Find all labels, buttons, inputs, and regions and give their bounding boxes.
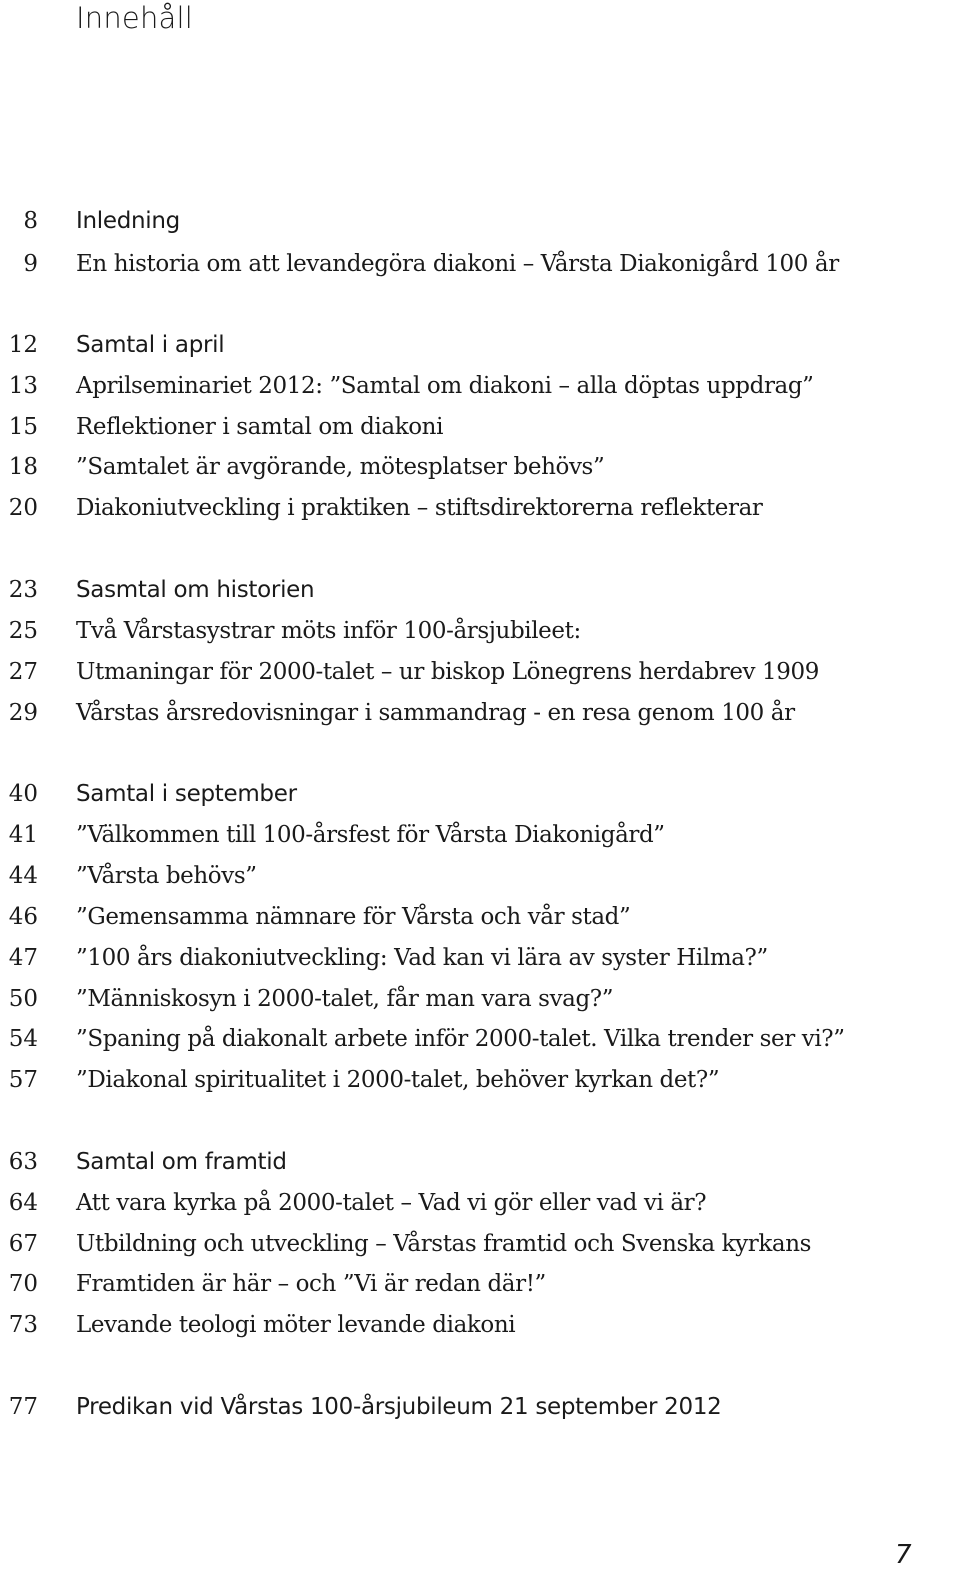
toc-entry-text: ”Vårsta behövs” (76, 863, 257, 889)
toc-page-number: 67 (8, 1231, 38, 1257)
toc-entry (0, 858, 960, 894)
toc-page-number: 15 (8, 414, 38, 440)
toc-entry (0, 1185, 960, 1221)
toc-entry-text: ”Samtalet är avgörande, mötesplatser behövs” (76, 454, 605, 480)
toc-entry-text: Samtal i september (76, 781, 297, 807)
toc-entry-text: ”100 års diakoniutveckling: Vad kan vi lära av syster Hilma?” (76, 945, 768, 971)
toc-entry-text: Levande teologi möter levande diakoni (76, 1312, 516, 1338)
toc-entry-text: Samtal om framtid (76, 1149, 287, 1175)
toc-entry (0, 490, 960, 526)
toc-entry-text: ”Människosyn i 2000-talet, får man vara svag?” (76, 986, 614, 1012)
toc-entry (0, 981, 960, 1017)
toc-section-heading (0, 203, 960, 239)
toc-entry (0, 368, 960, 404)
toc-entry-text: Att vara kyrka på 2000-talet – Vad vi gör eller vad vi är? (76, 1190, 707, 1216)
toc-page-number: 64 (8, 1190, 38, 1216)
toc-page-number: 63 (8, 1149, 38, 1175)
toc-page-number: 57 (8, 1067, 38, 1093)
toc-page-number: 47 (8, 945, 38, 971)
toc-entry (0, 899, 960, 935)
toc-page-number: 12 (8, 332, 38, 358)
toc-entry (0, 1226, 960, 1262)
toc-entry-text: ”Gemensamma nämnare för Vårsta och vår stad” (76, 904, 631, 930)
toc-entry (0, 1307, 960, 1343)
toc-page-number: 20 (8, 495, 38, 521)
toc-entry (0, 1266, 960, 1302)
toc-section-heading (0, 1144, 960, 1180)
toc-entry-text: ”Välkommen till 100-årsfest för Vårsta Diakonigård” (76, 822, 665, 848)
toc-entry (0, 654, 960, 690)
toc-entry (0, 695, 960, 731)
toc-entry (0, 246, 960, 282)
toc-page-number: 13 (8, 373, 38, 399)
toc-entry-text: Inledning (76, 208, 180, 234)
toc-page-number: 50 (8, 986, 38, 1012)
toc-page-number: 54 (8, 1026, 38, 1052)
toc-page-number: 9 (23, 251, 38, 277)
toc-entry-text: Reflektioner i samtal om diakoni (76, 414, 444, 440)
toc-entry-text: Två Vårstasystrar möts inför 100-årsjubileet: (76, 618, 581, 644)
toc-entry (0, 613, 960, 649)
toc-entry-text: Aprilseminariet 2012: ”Samtal om diakoni – alla döptas uppdrag” (76, 373, 814, 399)
toc-section-heading (0, 1389, 960, 1425)
toc-entry-text: Sasmtal om historien (76, 577, 315, 603)
toc-page-number: 70 (8, 1271, 38, 1297)
toc-page-number: 23 (8, 577, 38, 603)
toc-page-number: 29 (8, 700, 38, 726)
toc-entry-text: ”Spaning på diakonalt arbete inför 2000-talet. Vilka trender ser vi?” (76, 1026, 845, 1052)
toc-entry-text: En historia om att levandegöra diakoni – Vårsta Diakonigård 100 år (76, 251, 839, 277)
toc-page-number: 73 (8, 1312, 38, 1338)
toc-section-heading (0, 572, 960, 608)
toc-entry-text: Framtiden är här – och ”Vi är redan där!” (76, 1271, 546, 1297)
toc-entry-text: Utmaningar för 2000-talet – ur biskop Lönegrens herdabrev 1909 (76, 659, 819, 685)
toc-page-number: 27 (8, 659, 38, 685)
toc-page-number: 40 (8, 781, 38, 807)
page-number: 7 (895, 1540, 912, 1570)
toc-entry (0, 817, 960, 853)
toc-entry (0, 1021, 960, 1057)
toc-page-number: 8 (23, 208, 38, 234)
toc-entry-text: ”Diakonal spiritualitet i 2000-talet, behöver kyrkan det?” (76, 1067, 720, 1093)
toc-page-number: 77 (8, 1394, 38, 1420)
toc-section-heading (0, 776, 960, 812)
toc-entry (0, 940, 960, 976)
toc-page-number: 18 (8, 454, 38, 480)
toc-entry-text: Vårstas årsredovisningar i sammandrag - en resa genom 100 år (76, 700, 795, 726)
toc-page-number: 25 (8, 618, 38, 644)
toc-page-number: 46 (8, 904, 38, 930)
toc-page-number: 41 (8, 822, 38, 848)
toc-entry (0, 449, 960, 485)
page-title: Innehåll (76, 1, 194, 35)
toc-entry-text: Samtal i april (76, 332, 225, 358)
toc-entry-text: Predikan vid Vårstas 100-årsjubileum 21 september 2012 (76, 1394, 722, 1420)
toc-entry (0, 1062, 960, 1098)
toc-entry (0, 409, 960, 445)
toc-page-number: 44 (8, 863, 38, 889)
toc-entry-text: Utbildning och utveckling – Vårstas framtid och Svenska kyrkans (76, 1231, 812, 1257)
toc-entry-text: Diakoniutveckling i praktiken – stiftsdirektorerna reflekterar (76, 495, 763, 521)
toc-section-heading (0, 327, 960, 363)
